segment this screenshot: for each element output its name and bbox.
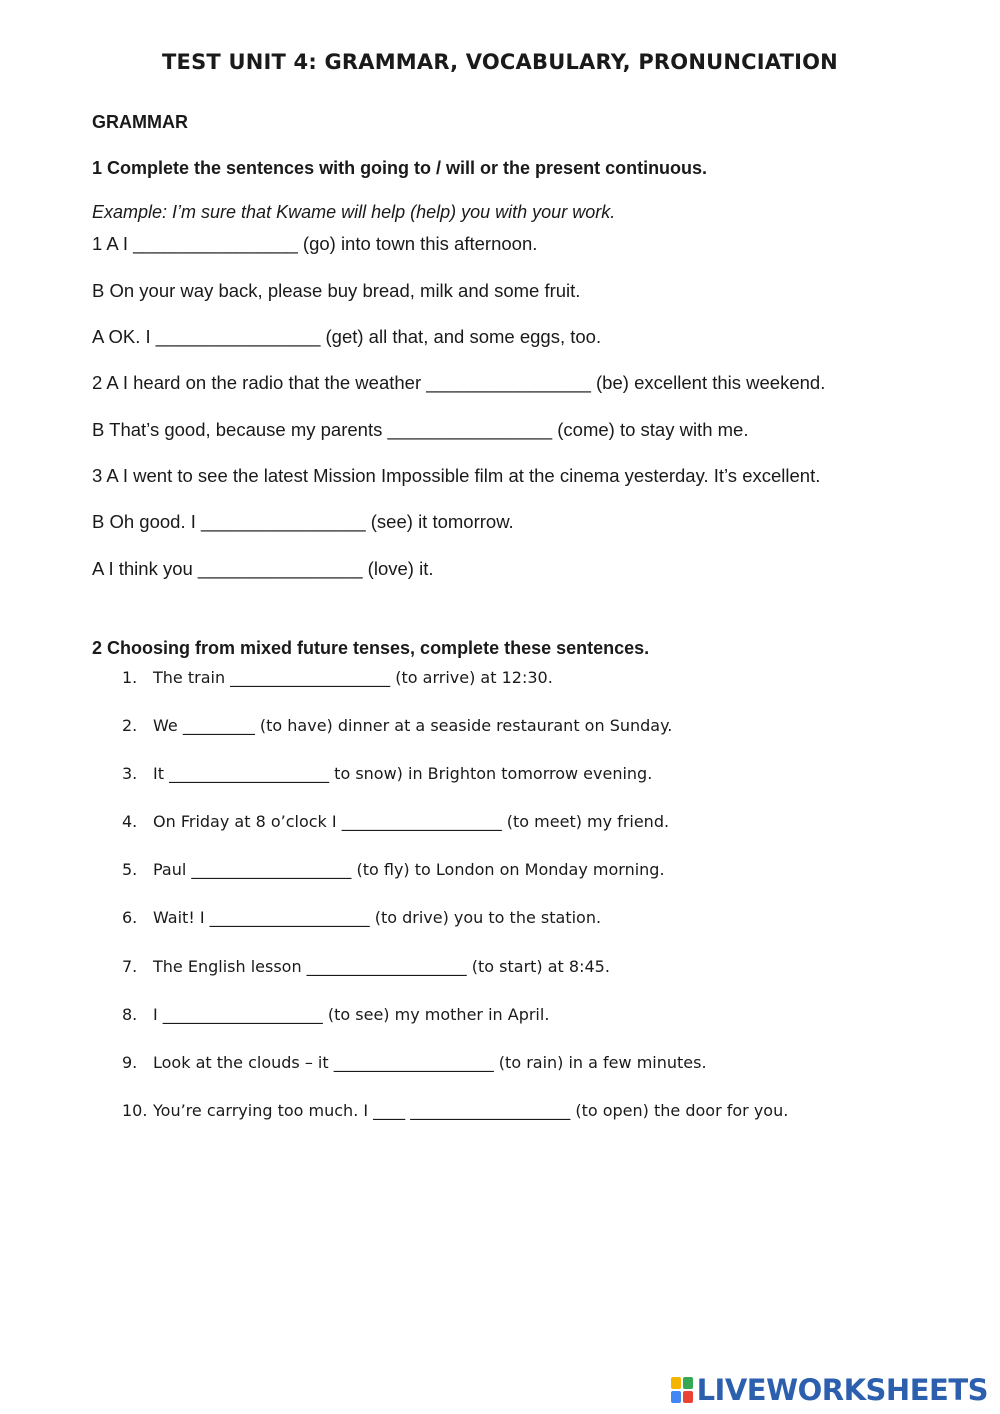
list-item	[122, 812, 788, 860]
logo-square	[683, 1391, 693, 1403]
item-text: The English lesson ____________________ (to start) at 8:45.	[153, 956, 610, 976]
item-text: Look at the clouds – it ____________________ (to rain) in a few minutes.	[153, 1052, 707, 1072]
list-item	[122, 860, 788, 908]
page-title: TEST UNIT 4: GRAMMAR, VOCABULARY, PRONUNCIATION	[162, 50, 838, 74]
list-item	[122, 908, 788, 956]
task1-line: B On your way back, please buy bread, milk and some fruit.	[92, 280, 581, 301]
task1-line: B Oh good. I ________________ (see) it tomorrow.	[92, 511, 514, 532]
item-text: The train ____________________ (to arrive) at 12:30.	[153, 668, 553, 687]
logo-text: LIVEWORKSHEETS	[696, 1373, 988, 1407]
item-number: 10.	[122, 1100, 148, 1120]
task1-line: B That’s good, because my parents ________________ (come) to stay with me.	[92, 419, 749, 440]
task1-line: A OK. I ________________ (get) all that, and some eggs, too.	[92, 326, 602, 347]
item-text: You’re carrying too much. I ____ ____________________ (to open) the door for you.	[153, 1100, 789, 1120]
item-number: 7.	[122, 956, 138, 976]
item-text: On Friday at 8 o’clock I ____________________ (to meet) my friend.	[153, 812, 670, 832]
item-number: 3.	[122, 764, 138, 784]
task2-list	[122, 668, 788, 1149]
logo-square	[683, 1377, 693, 1389]
section-heading-grammar: GRAMMAR	[92, 112, 188, 132]
logo-square	[671, 1377, 681, 1389]
item-number: 5.	[122, 860, 138, 880]
item-number: 6.	[122, 908, 138, 928]
task1-line: A I think you ________________ (love) it.	[92, 558, 434, 579]
list-item	[122, 1005, 788, 1053]
list-item	[122, 764, 788, 812]
item-number: 4.	[122, 812, 138, 832]
task1-line: 1 A I ________________ (go) into town this afternoon.	[92, 233, 538, 254]
logo-mark-icon	[671, 1377, 693, 1403]
item-text: Paul ____________________ (to fly) to London on Monday morning.	[153, 860, 665, 880]
logo-square	[671, 1391, 681, 1403]
item-text: I ____________________ (to see) my mother in April.	[153, 1004, 550, 1024]
item-number: 2.	[122, 716, 138, 736]
item-text: It ____________________ to snow) in Brighton tomorrow evening.	[153, 764, 653, 784]
task1-line: 3 A I went to see the latest Mission Impossible film at the cinema yesterday. It’s excellent.	[92, 465, 821, 486]
list-item	[122, 716, 788, 764]
list-item	[122, 1101, 788, 1149]
list-item	[122, 668, 788, 716]
task1-example: Example: I’m sure that Kwame will help (help) you with your work.	[92, 202, 616, 222]
task1-heading: 1 Complete the sentences with going to / will or the present continuous.	[92, 158, 708, 178]
task1-line: 2 A I heard on the radio that the weather ________________ (be) excellent this weekend.	[92, 372, 826, 393]
list-item	[122, 957, 788, 1005]
item-number: 9.	[122, 1052, 138, 1072]
item-number: 1.	[122, 668, 138, 687]
item-number: 8.	[122, 1004, 138, 1024]
list-item	[122, 1053, 788, 1101]
liveworksheets-logo	[671, 1374, 988, 1406]
item-text: We _________ (to have) dinner at a seaside restaurant on Sunday.	[153, 716, 673, 736]
task2-heading: 2 Choosing from mixed future tenses, complete these sentences.	[92, 638, 650, 658]
item-text: Wait! I ____________________ (to drive) you to the station.	[153, 908, 602, 928]
